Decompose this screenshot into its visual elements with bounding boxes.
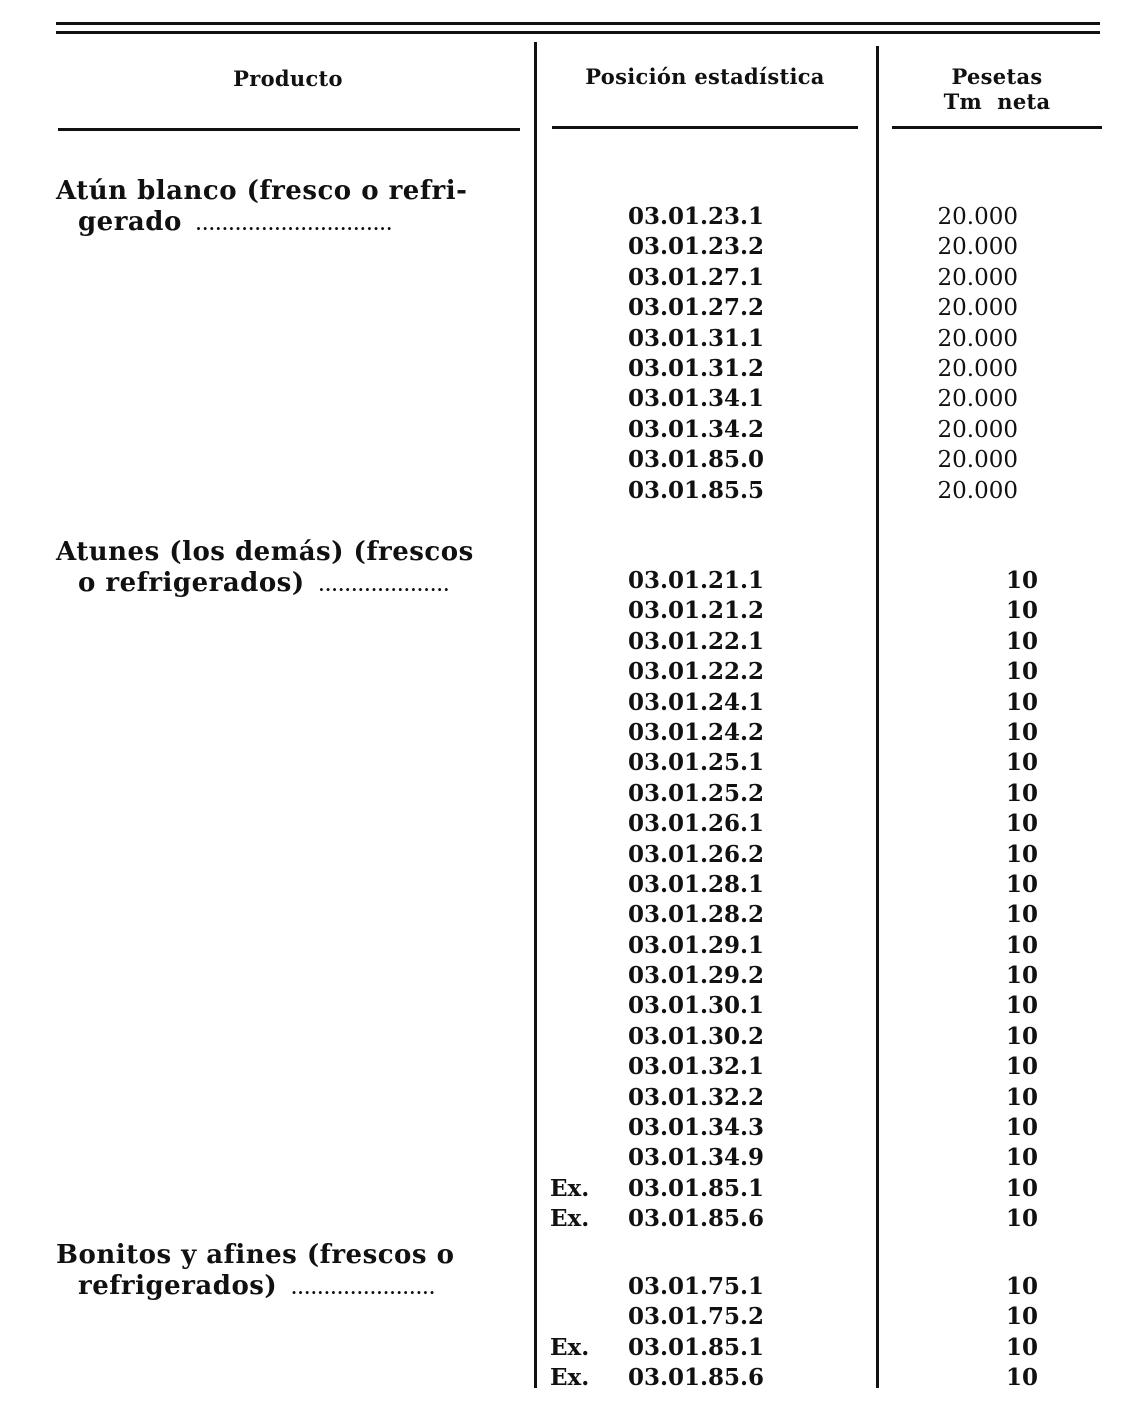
row-code: 03.01.26.2	[627, 840, 764, 868]
header-pesetas	[892, 64, 1102, 114]
row-value: 10	[1005, 1114, 1038, 1142]
row-value: 10	[1005, 1022, 1038, 1050]
row-code: 03.01.30.2	[627, 1022, 764, 1050]
product-line2-wrap	[56, 207, 518, 240]
row-value: 10	[1005, 1053, 1038, 1081]
table-row	[540, 263, 1100, 293]
table-row	[540, 1174, 1100, 1204]
row-code: 03.01.31.2	[627, 354, 764, 382]
row-code: 03.01.22.1	[627, 627, 764, 655]
row-code: 03.01.28.2	[627, 901, 764, 929]
row-code: 03.01.85.6	[627, 1205, 764, 1233]
product-line1: Atunes (los demás) (frescos	[56, 537, 474, 567]
table-row	[540, 232, 1100, 262]
row-code: 03.01.22.2	[627, 658, 764, 686]
row-value: 20.000	[937, 416, 1018, 443]
product-line2: o refrigerados)	[78, 568, 305, 598]
table-row	[540, 1204, 1100, 1234]
table-row	[540, 354, 1100, 384]
row-prefix: Ex.	[550, 1333, 590, 1361]
table-row	[540, 202, 1100, 232]
table-row	[540, 809, 1100, 839]
header-product: Producto	[233, 66, 343, 91]
table-row	[540, 779, 1100, 809]
product-line1: Atún blanco (fresco o refri-	[56, 176, 468, 206]
row-value: 10	[1005, 749, 1038, 777]
product-line2-wrap	[56, 1271, 518, 1304]
row-code: 03.01.25.1	[627, 749, 764, 777]
row-value: 10	[1005, 1303, 1038, 1331]
row-value: 10	[1005, 1144, 1038, 1172]
product-line2-wrap	[56, 568, 518, 601]
table-row	[540, 1113, 1100, 1143]
product-label	[56, 176, 518, 240]
row-prefix: Ex.	[550, 1205, 590, 1233]
header-rule-position	[552, 126, 858, 129]
row-code: 03.01.34.1	[627, 385, 764, 413]
row-prefix: Ex.	[550, 1174, 590, 1202]
row-value: 10	[1005, 567, 1038, 594]
table-row	[540, 566, 1100, 596]
row-code: 03.01.21.1	[627, 567, 764, 594]
row-value: 10	[1005, 1174, 1038, 1202]
table-row	[540, 870, 1100, 900]
table-row	[540, 657, 1100, 687]
table-row	[540, 1083, 1100, 1113]
row-code: 03.01.85.1	[627, 1333, 764, 1361]
table-row	[540, 1143, 1100, 1173]
dot-leader: ..............................	[195, 215, 393, 234]
row-code: 03.01.29.1	[627, 931, 764, 959]
group-rows	[540, 1272, 1100, 1394]
table-row	[540, 324, 1100, 354]
group-rows	[540, 566, 1100, 1235]
table-row	[540, 1363, 1100, 1393]
row-code: 03.01.34.2	[627, 415, 764, 443]
row-code: 03.01.24.2	[627, 718, 764, 746]
table-row	[540, 1333, 1100, 1363]
row-code: 03.01.29.2	[627, 962, 764, 990]
row-prefix: Ex.	[550, 1364, 590, 1392]
product-line2: refrigerados)	[78, 1271, 278, 1301]
header-position: Posición estadística	[585, 64, 825, 89]
row-code: 03.01.28.1	[627, 870, 764, 898]
row-code: 03.01.23.2	[627, 233, 764, 261]
table-row	[540, 900, 1100, 930]
product-label	[56, 1240, 518, 1304]
header-rule-pesetas	[892, 126, 1102, 129]
top-rule-2	[56, 31, 1100, 34]
table-row	[540, 1052, 1100, 1082]
row-code: 03.01.85.6	[627, 1364, 764, 1392]
table-row	[540, 384, 1100, 414]
table-row	[540, 596, 1100, 626]
row-code: 03.01.23.1	[627, 203, 764, 230]
row-value: 10	[1005, 962, 1038, 990]
product-label	[56, 537, 518, 601]
row-value: 20.000	[937, 355, 1018, 382]
row-value: 10	[1005, 870, 1038, 898]
row-value: 10	[1005, 688, 1038, 716]
row-value: 20.000	[937, 264, 1018, 291]
row-value: 20.000	[937, 477, 1018, 504]
product-line2: gerado	[78, 207, 182, 237]
table-row	[540, 1302, 1100, 1332]
row-code: 03.01.34.3	[627, 1114, 764, 1142]
row-code: 03.01.24.1	[627, 688, 764, 716]
header-pesetas-line1: Pesetas	[951, 64, 1043, 89]
row-code: 03.01.85.0	[627, 446, 764, 474]
table-row	[540, 961, 1100, 991]
table-row	[540, 688, 1100, 718]
table-row	[540, 445, 1100, 475]
group-rows	[540, 202, 1100, 506]
header-pesetas-line2: Tm neta	[943, 89, 1051, 114]
row-value: 10	[1005, 718, 1038, 746]
row-code: 03.01.85.1	[627, 1174, 764, 1202]
row-code: 03.01.75.1	[627, 1273, 764, 1300]
product-line1: Bonitos y afines (frescos o	[56, 1240, 455, 1270]
row-value: 10	[1005, 779, 1038, 807]
table-row	[540, 931, 1100, 961]
row-code: 03.01.21.2	[627, 597, 764, 625]
table-row	[540, 1022, 1100, 1052]
row-value: 10	[1005, 901, 1038, 929]
row-value: 20.000	[937, 325, 1018, 352]
row-value: 10	[1005, 597, 1038, 625]
row-value: 10	[1005, 1273, 1038, 1300]
row-code: 03.01.31.1	[627, 324, 764, 352]
row-code: 03.01.85.5	[627, 476, 764, 504]
table-row	[540, 718, 1100, 748]
row-value: 20.000	[937, 386, 1018, 413]
table-row	[540, 1272, 1100, 1302]
row-value: 10	[1005, 1205, 1038, 1233]
table-row	[540, 627, 1100, 657]
top-rule-1	[56, 22, 1100, 25]
header-rule-product	[58, 128, 520, 131]
row-value: 10	[1005, 1083, 1038, 1111]
table-row	[540, 476, 1100, 506]
row-code: 03.01.32.2	[627, 1083, 764, 1111]
row-code: 03.01.25.2	[627, 779, 764, 807]
row-value: 10	[1005, 658, 1038, 686]
row-value: 20.000	[937, 447, 1018, 474]
table-row	[540, 293, 1100, 323]
row-code: 03.01.27.1	[627, 263, 764, 291]
row-value: 10	[1005, 1364, 1038, 1392]
row-value: 20.000	[937, 295, 1018, 322]
table-row	[540, 991, 1100, 1021]
row-code: 03.01.34.9	[627, 1144, 764, 1172]
row-code: 03.01.27.2	[627, 294, 764, 322]
column-divider-1	[534, 42, 537, 1388]
row-value: 20.000	[937, 204, 1018, 230]
row-value: 10	[1005, 992, 1038, 1020]
row-value: 10	[1005, 840, 1038, 868]
row-value: 20.000	[937, 234, 1018, 261]
dot-leader: ......................	[291, 1279, 436, 1298]
table-row	[540, 840, 1100, 870]
row-value: 10	[1005, 627, 1038, 655]
table-row	[540, 415, 1100, 445]
row-value: 10	[1005, 1333, 1038, 1361]
row-code: 03.01.75.2	[627, 1303, 764, 1331]
row-value: 10	[1005, 810, 1038, 838]
row-code: 03.01.30.1	[627, 992, 764, 1020]
row-value: 10	[1005, 931, 1038, 959]
dot-leader: ....................	[318, 576, 451, 595]
table-row	[540, 748, 1100, 778]
row-code: 03.01.26.1	[627, 810, 764, 838]
row-code: 03.01.32.1	[627, 1053, 764, 1081]
